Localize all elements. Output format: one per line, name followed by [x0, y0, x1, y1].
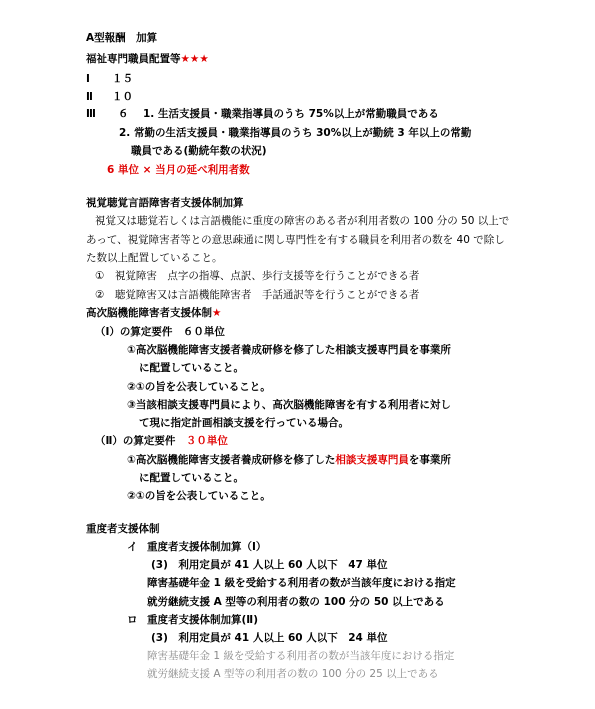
addition-ro-capacity: (3) 利用定員が 41 人以上 60 人以下 24 単位: [151, 632, 388, 644]
req2-item1-cont: に配置していること。: [139, 472, 244, 484]
section2-item-visual: ① 視覚障害 点字の指導、点訳、歩行支援等を行うことができる者: [95, 270, 420, 282]
row3-label: Ⅲ: [86, 108, 96, 120]
addition-ro-title: 重度者支援体制加算(Ⅱ): [147, 614, 259, 626]
row3-condition-1: 1. 生活支援員・職業指導員のうち 75%以上が常勤職員である: [143, 108, 439, 120]
req2-label-prefix: （Ⅱ）の算定要件: [95, 435, 176, 447]
row1-value: １５: [112, 73, 133, 85]
addition-i-title: 重度者支援体制加算（Ⅰ）: [147, 541, 267, 553]
section3-heading-text: 高次脳機能障害者支援体制: [86, 307, 212, 319]
row2-value: １０: [112, 91, 133, 103]
row3-condition-2-cont: 職員である(勤続年数の状況): [131, 145, 267, 157]
req1-item1-cont: に配置していること。: [139, 362, 244, 374]
addition-i-capacity: (3) 利用定員が 41 人以上 60 人以下 47 単位: [151, 559, 388, 571]
section3-heading: [86, 306, 221, 320]
req1-item2: ②①の旨を公表していること。: [127, 381, 271, 393]
addition-ro-condition-2: 就労継続支援 A 型等の利用者の数の 100 分の 25 以上である: [147, 668, 439, 680]
unit-note: 6 単位 × 当月の延べ利用者数: [107, 164, 250, 176]
req2-item1: [127, 453, 451, 467]
addition-ro-condition-1: 障害基礎年金 1 級を受給する利用者の数が当該年度における指定: [147, 650, 455, 662]
rating-stars: ★★★: [180, 53, 209, 65]
req2-label-value: ３０単位: [185, 435, 228, 447]
row2-label: Ⅱ: [86, 91, 93, 103]
section2-item-hearing: ② 聴覚障害又は言語機能障害者 手話通訳等を行うことができる者: [95, 289, 420, 301]
req2-item2: ②①の旨を公表していること。: [127, 490, 271, 502]
section1-heading-text: 福祉専門職員配置等: [86, 53, 181, 65]
req2-item1-pre: ①高次脳機能障害支援者養成研修を修了した: [127, 454, 336, 466]
req1-item3: ③当該相談支援専門員により、高次脳機能障害を有する利用者に対し: [127, 399, 451, 411]
section2-body-line2: あって、視覚障害者等との意思疎通に関し専門性を有する職員を利用者の数を 40 で除し: [86, 234, 505, 246]
section4-heading: 重度者支援体制: [86, 523, 160, 535]
row3-condition-2: 2. 常勤の生活支援員・職業指導員のうち 30%以上が勤続 3 年以上の常勤: [119, 127, 472, 139]
addition-i-condition-2: 就労継続支援 A 型等の利用者の数の 100 分の 50 以上である: [147, 596, 445, 608]
section2-body-line3: た数以上配置していること。: [86, 252, 223, 264]
req1-label: （Ⅰ）の算定要件 ６０単位: [95, 326, 225, 338]
section3-star: ★: [212, 307, 222, 319]
req1-item1: ①高次脳機能障害支援者養成研修を修了した相談支援専門員を事業所: [127, 344, 451, 356]
addition-i-mark: イ: [127, 541, 138, 553]
req2-label: [95, 434, 228, 448]
section2-heading: 視覚聴覚言語障害者支援体制加算: [86, 197, 244, 209]
addition-i-condition-1: 障害基礎年金 1 級を受給する利用者の数が当該年度における指定: [147, 577, 456, 589]
row3-value: ６: [118, 108, 129, 120]
addition-ro-mark: ロ: [127, 614, 138, 626]
req2-item1-post: を事業所: [408, 454, 451, 466]
section2-body-line1: 視覚又は聴覚若しくは言語機能に重度の障害のある者が利用者数の 100 分の 50 以上で: [95, 215, 510, 227]
row1-label: Ⅰ: [86, 73, 90, 85]
req1-item3-cont: て現に指定計画相談支援を行っている場合。: [139, 417, 349, 429]
section1-heading: [86, 52, 209, 66]
section1-title: A型報酬 加算: [86, 32, 158, 44]
req2-item1-highlight: 相談支援専門員: [335, 454, 409, 466]
